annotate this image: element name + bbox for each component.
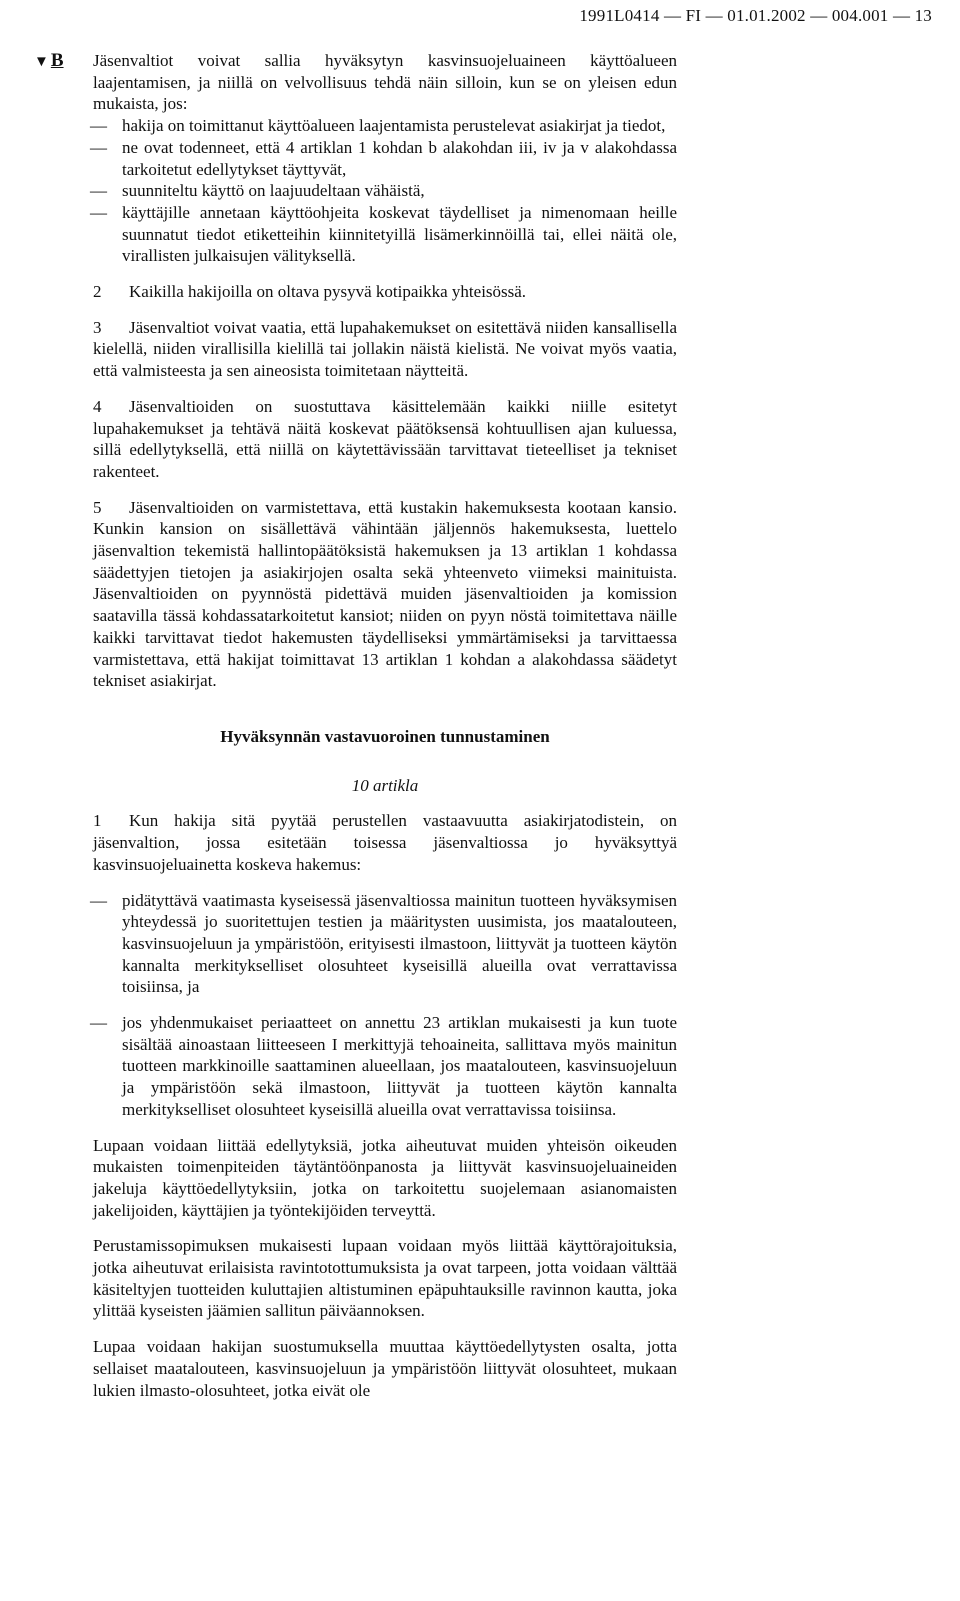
list-item: — ne ovat todenneet, että 4 artiklan 1 kohdan b alakohdan iii, iv ja v alakohdassa tarkoitetut edellytykset täyttyvät, [90,137,677,179]
dash-icon: — [90,202,107,222]
paragraph-number: 4 [93,396,102,416]
dash-icon: — [90,137,107,157]
dash-icon: — [90,1013,107,1033]
dash-icon: — [90,181,107,201]
article-title: 10 artikla [351,775,419,795]
paragraph-number: 5 [93,497,102,517]
paragraph-number: 3 [93,317,102,337]
dash-icon: — [90,116,107,136]
numbered-paragraph-5: 5 Jäsenvaltioiden on varmistettava, että kustakin hakemuksesta kootaan kansio. Kunkin kansion on sisällettävä vähintään jäljennös hakemuksesta, luettelo jäsenvaltion tekemistä hallintopäätöksistä hakemuksen ja 13 artiklan 1 kohdassa säädettyjen tietojen ja asiakirjojen osalta sekä yhteenveto viimeksi mainituista. Jäsenvaltioiden on pyynnöstä pidettävä muiden jäsenvaltioiden ja komission saatavilla tässä kohdassatarkoitetut kansiot; niiden on pyyn nöstä toimitettava näille kaikki tarvittavat tiedot hakemusten täydelliseksi ymmärtämiseksi ja tarvittaessa varmistettava, että hakijat toimittavat 13 artiklan 1 kohdan a alakohdassa säädetyt tekniset asiakirjat. [93,497,677,691]
document-body [90,50,677,1401]
paragraph-number: 2 [93,282,102,302]
dash-icon: — [90,890,107,910]
numbered-paragraph-4: 4 Jäsenvaltioiden on suostuttava käsittelemään kaikki niille esitetyt lupahakemukset ja tehtävä näitä koskevat päätöksensä kohtuullisen ajan kuluessa, sillä edellytyksellä, että niillä on käytettävissään tarvittavat tieteelliset ja tekniset rakenteet. [93,396,677,481]
section-heading: Hyväksynnän vastavuoroinen tunnustaminen [220,726,550,746]
list-item: — suunniteltu käyttö on laajuudeltaan vähäistä, [90,181,425,201]
amendment-marker [34,50,64,72]
list-item: — käyttäjille annetaan käyttöohjeita koskevat täydelliset ja nimenomaan heille suunnatut tiedot etiketteihin kiinnitetyillä lisämerkinnöillä tai, ellei näitä ole, virallisten julkaisujen välityksellä. [90,202,677,266]
paragraph-number: 1 [93,811,102,831]
numbered-paragraph-3: 3 Jäsenvaltiot voivat vaatia, että lupahakemukset on esitettävä niiden kansallisella kielellä, niiden virallisilla kielillä tai jollakin näistä kielistä. Ne voivat myös vaatia, että valmisteesta ja sen aineosista toimitetaan näytteitä. [93,317,677,381]
article-paragraph-1: 1 Kun hakija sitä pyytää perustellen vastaavuutta asiakirjatodistein, on jäsenvaltion, jossa esitetään toisessa jäsenvaltiossa jo hyväksyttyä kasvinsuojeluainetta koskeva hakemus: [93,811,677,874]
treaty-paragraph: Perustamissopimuksen mukaisesti lupaan voidaan myös liittää käyttörajoituksia, jotka aiheutuvat erilaisista ravintotottumuksista ja ovat tarpeen, jotta voidaan välttää käsiteltyjen tuotteiden kuluttajien altistuminen epäpuhtauksille ravinnon kautta, joka ylittää kyseisten jäämien sallitun päiväannoksen. [93,1236,677,1321]
marker-label: B [50,50,64,71]
intro-paragraph: Jäsenvaltiot voivat sallia hyväksytyn kasvinsuojeluaineen käyttöalueen laajentamisen, ja niillä on velvollisuus tehdä näin silloin, kun se on yleisen edun mukaista, jos: [93,51,677,114]
triangle-down-icon: ▼ [34,54,49,70]
conditions-paragraph: Lupaan voidaan liittää edellytyksiä, jotka aiheutuvat muiden yhteisön oikeuden mukaisten toimenpiteiden täytäntöönpanosta ja liittyvät kasvinsuojeluaineiden jakeluja käyttöedellytyksiin, jotka on tarkoitettu suojelemaan asianomaisten jakelijoiden, käyttäjien ja työntekijöiden terveyttä. [93,1135,677,1220]
list-item: — jos yhdenmukaiset periaatteet on annettu 23 artiklan mukaisesti ja kun tuote sisältää ainoastaan liitteeseen I merkittyjä tehoaineita, sallittava myös mainitun tuotteen markkinoille saattaminen alueellaan, jos maatalouteen, kasvinsuojeluun ja ympäristöön sekä ilmastoon, liittyvät ja tuotteen käytön kannalta merkitykselliset olosuhteet kyseisillä alueilla ovat verrattavissa toisiinsa. [90,1013,677,1119]
page-header: 1991L0414 — FI — 01.01.2002 — 004.001 — 13 [579,6,932,25]
list-item: — pidätyttävä vaatimasta kyseisessä jäsenvaltiossa mainitun tuotteen hyväksymisen yhteydessä jo suoritettujen testien ja määritysten uusimista, jos maatalouteen, kasvinsuojeluun ja ympäristöön, erityisesti ilmastoon, liittyvät ja tuotteen käytön kannalta merkitykselliset olosuhteet kyseisillä alueilla ovat verrattavissa toisiinsa, ja [90,890,677,997]
numbered-paragraph-2: 2 Kaikilla hakijoilla on oltava pysyvä kotipaikka yhteisössä. [93,282,527,302]
list-item: — hakija on toimittanut käyttöalueen laajentamista perustelevat asiakirjat ja tiedot, [90,116,666,136]
consent-paragraph: Lupaa voidaan hakijan suostumuksella muuttaa käyttöedellytysten osalta, jotta sellaiset maatalouteen, kasvinsuojeluun ja ympäristöön liittyvät olosuhteet, mukaan lukien ilmasto-olosuhteet, jotka eivät ole [93,1337,677,1400]
